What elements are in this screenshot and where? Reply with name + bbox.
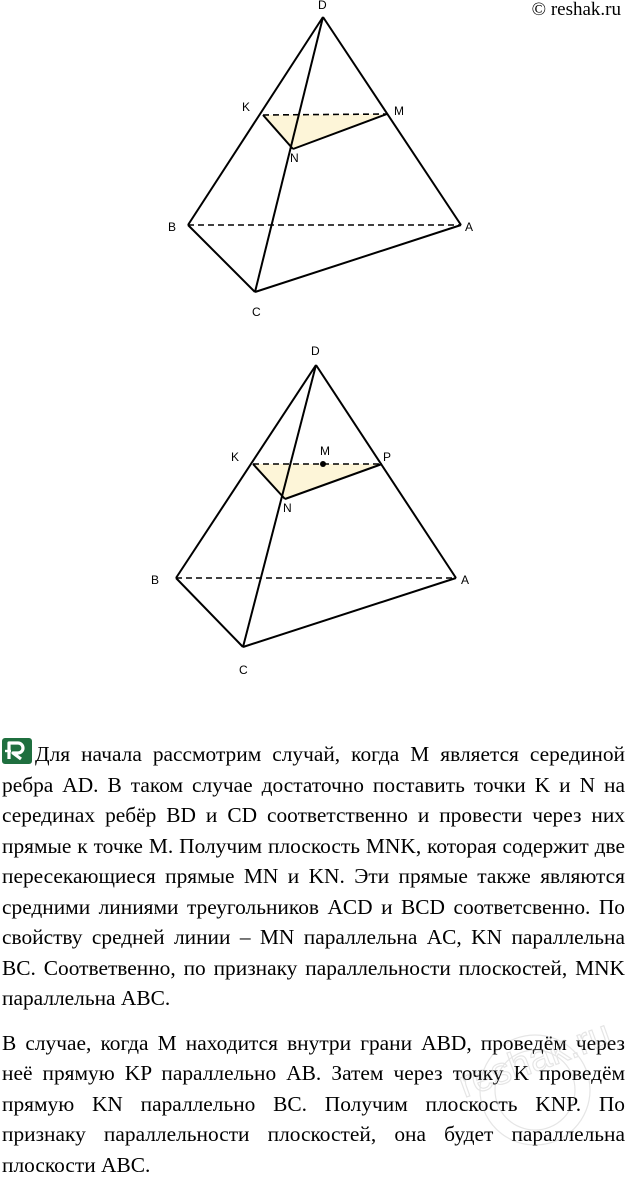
label-b: B [151,573,160,587]
label-n: N [283,501,292,515]
edge-dc [255,17,323,292]
label-m: M [320,444,330,458]
solution-paragraph-1 [2,738,625,1014]
label-m: M [394,104,404,118]
label-a: A [461,573,470,587]
label-k: K [242,100,251,114]
point-m [320,461,326,467]
edge-dc [243,365,316,647]
edge-bc [176,578,243,647]
label-p: P [383,450,392,464]
edge-ca [243,578,456,647]
section-triangle-knp [253,464,382,499]
reshak-logo-icon [2,738,32,764]
label-a: A [465,220,474,234]
solution-text [2,738,625,1194]
label-n: N [290,151,299,165]
paragraph-1-text: Для начала рассмотрим случай, когда M является серединой ребра AD. В таком случае достаточно поставить точки K и N на серединах ребёр BD и CD соответственно и провести через них прямые к точке M. Получим плоскость MNK, которая содержит две пересекающиеся прямые MN и KN. Эти прямые также являются средними линиями треугольников ACD и BCD соответсвенно. По свойству средней линии – MN параллельна AC, KN параллельна BC. Соответвенно, по признаку параллельности плоскостей, MNK параллельна ABC. [2,742,625,1010]
label-b: B [168,220,177,234]
section-triangle-kmn [263,114,387,149]
label-d: D [318,0,327,12]
segment-km-hidden [263,114,387,115]
copyright-notice: © reshak.ru [531,0,621,20]
figure-tetrahedron-2 [0,335,627,685]
label-d: D [311,344,320,358]
edge-bc [188,225,255,292]
figure-tetrahedron-1 [0,0,627,330]
edge-ca [255,225,461,292]
label-c: C [252,305,261,319]
watermark-text: reshak.ru [455,1012,615,1107]
label-c: C [239,663,248,677]
label-k: K [231,450,240,464]
solution-paragraph-2: В случае, когда M находится внутри грани ABD, проведём через неё прямую KP параллельно AB. Затем через точку K проведём прямую KN параллельно BC. Получим плоскость KNP. По признаку параллельности плоскостей, она будет параллельна плоскости ABC. [2,1030,625,1177]
